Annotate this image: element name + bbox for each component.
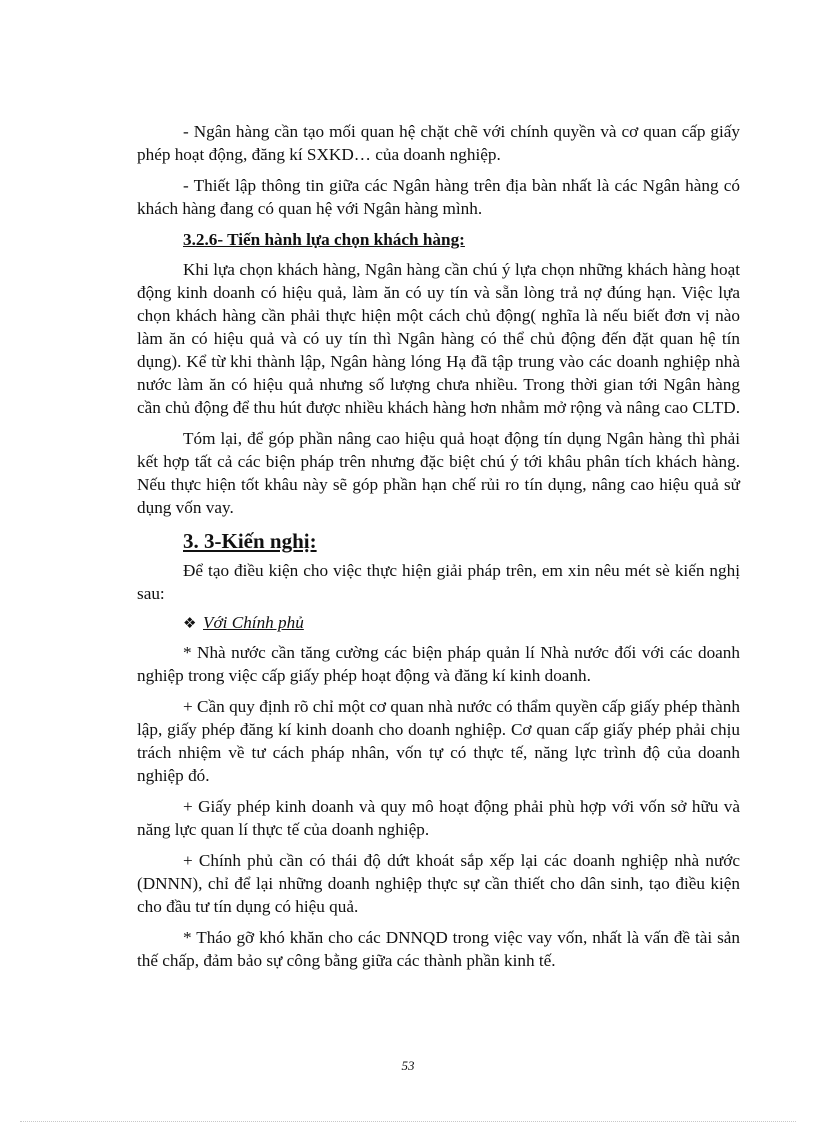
document-page — [137, 120, 740, 980]
bullet-label: Với Chính phủ — [203, 613, 304, 632]
paragraph-state-management: * Nhà nước cần tăng cường các biện pháp quản lí Nhà nước đối với các doanh nghiệp trong việc cấp giấy phép hoạt động và đăng kí kinh doanh. — [137, 643, 740, 685]
page-bottom-divider — [20, 1121, 796, 1122]
paragraph-bank-information-sharing: - Thiết lập thông tin giữa các Ngân hàng trên địa bàn nhất là các Ngân hàng có khách hàng đang có quan hệ với Ngân hàng mình. — [137, 176, 740, 218]
diamond-bullet-icon: ❖ — [183, 614, 197, 632]
bullet-government — [183, 611, 740, 635]
paragraph-licensing-authority: + Cần quy định rõ chỉ một cơ quan nhà nước có thẩm quyền cấp giấy phép thành lập, giấy phép đăng kí kinh doanh cho doanh nghiệp. Cơ quan cấp giấy phép phải chịu trách nhiệm về tư cách pháp nhân, vốn tự có thực tế, năng lực trình độ của doanh nghiệp đó. — [137, 697, 740, 785]
paragraph-recommendations-intro: Để tạo điều kiện cho việc thực hiện giải pháp trên, em xin nêu mét sè kiến nghị sau: — [137, 561, 740, 603]
section-heading-3-3: 3. 3-Kiến nghị: — [183, 529, 317, 553]
paragraph-summary: Tóm lại, để góp phần nâng cao hiệu quả hoạt động tín dụng Ngân hàng thì phải kết hợp tất cả các biện pháp trên nhưng đặc biệt chú ý tới khâu phân tích khách hàng. Nếu thực hiện tốt khâu này sẽ góp phần hạn chế rủi ro tín dụng, nâng cao hiệu quả sử dụng vốn vay. — [137, 429, 740, 517]
paragraph-bank-government-relations: - Ngân hàng cần tạo mối quan hệ chặt chẽ với chính quyền và cơ quan cấp giấy phép hoạt động, đăng kí SXKD… của doanh nghiệp. — [137, 122, 740, 164]
section-heading-3-2-6: 3.2.6- Tiến hành lựa chọn khách hàng: — [183, 230, 465, 249]
paragraph-restructure-soe: + Chính phủ cần có thái độ dứt khoát sắp xếp lại các doanh nghiệp nhà nước (DNNN), chỉ để lại những doanh nghiệp thực sự cần thiết cho dân sinh, tạo điều kiện cho đầu tư tín dụng có hiệu quả. — [137, 851, 740, 916]
paragraph-private-sector-loans: * Tháo gỡ khó khăn cho các DNNQD trong việc vay vốn, nhất là vấn đề tài sản thế chấp, đảm bảo sự công bằng giữa các thành phần kinh tế. — [137, 928, 740, 970]
paragraph-customer-selection: Khi lựa chọn khách hàng, Ngân hàng cần chú ý lựa chọn những khách hàng hoạt động kinh doanh có hiệu quả, làm ăn có uy tín và sẵn lòng trả nợ đúng hạn. Việc lựa chọn khách hàng cần phải thực hiện một cách chủ động( nghĩa là nếu biết đơn vị nào làm ăn có hiệu quả và có uy tín thì Ngân hàng có thể chủ động đến đặt quan hệ tín dụng). Kể từ khi thành lập, Ngân hàng lóng Hạ đã tập trung vào các doanh nghiệp nhà nước làm ăn có hiệu quả nhưng số lượng chưa nhiều. Trong thời gian tới Ngân hàng cần chủ động để thu hút được nhiều khách hàng hơn nhằm mở rộng và nâng cao CLTD. — [137, 260, 740, 417]
page-number: 53 — [401, 1058, 415, 1073]
paragraph-business-license-scale: + Giấy phép kinh doanh và quy mô hoạt động phải phù hợp với vốn sở hữu và năng lực quan lí thực tế của doanh nghiệp. — [137, 797, 740, 839]
